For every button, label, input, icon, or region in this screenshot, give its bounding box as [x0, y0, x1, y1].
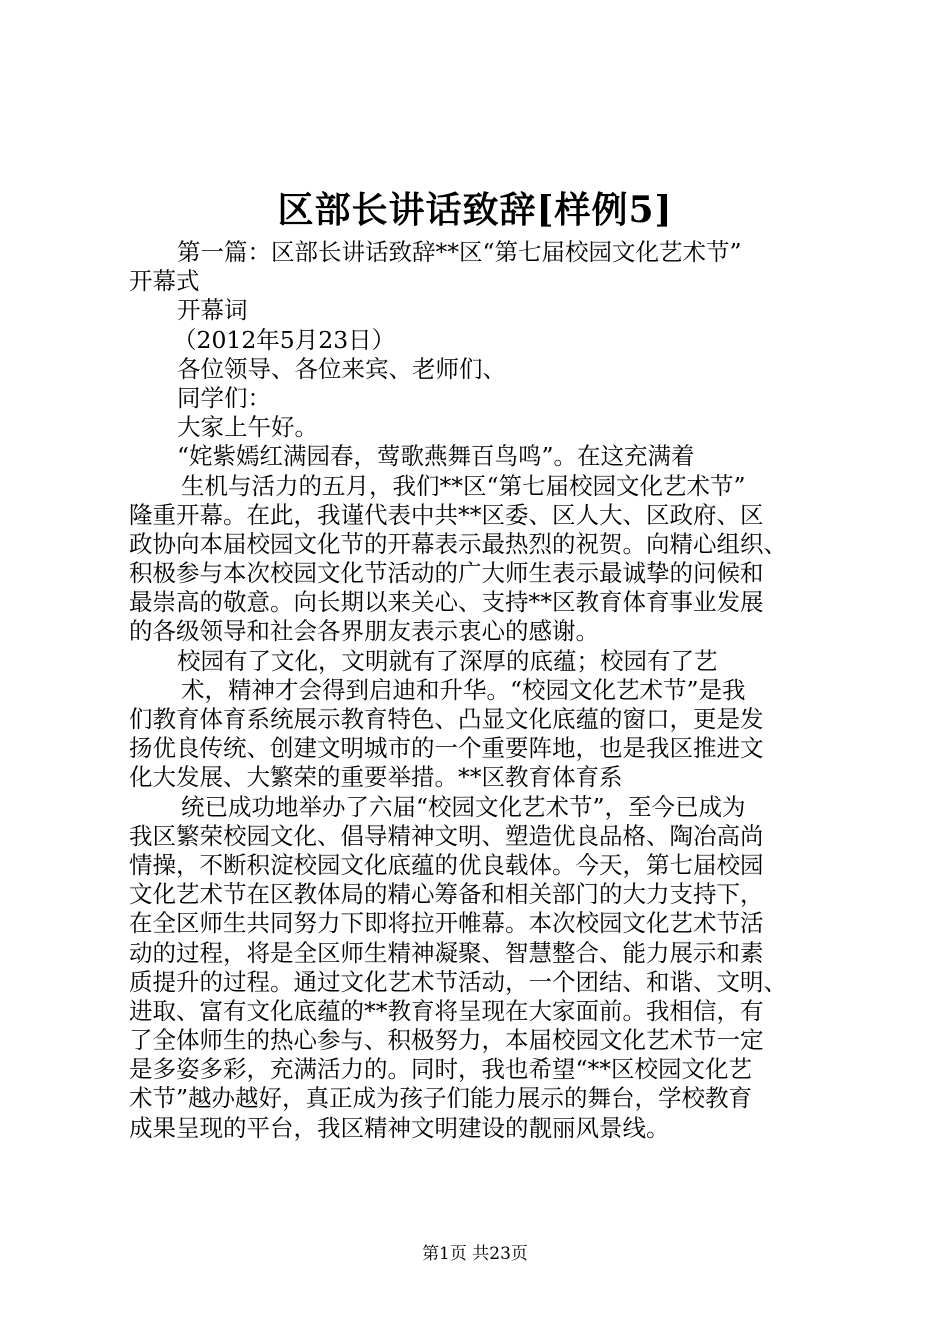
text-line: 开幕式 — [129, 267, 200, 296]
text-line: “姹紫嫣红满园春，莺歌燕舞百鸟鸣”。在这充满着 — [177, 442, 695, 471]
text-line: 成果呈现的平台，我区精神文明建设的靓丽风景线。 — [129, 1113, 670, 1142]
text-line: 政协向本届校园文化节的开幕表示最热烈的祝贺。向精心组织、 — [129, 529, 787, 558]
text-line: 术，精神才会得到启迪和升华。“校园文化艺术节”是我 — [181, 675, 746, 704]
text-line: 情操，不断积淀校园文化底蕴的优良载体。今天，第七届校园 — [129, 850, 764, 879]
page-footer: 第1页 共23页 — [422, 1244, 528, 1264]
text-line: 积极参与本次校园文化节活动的广大师生表示最诚挚的问候和 — [129, 559, 764, 588]
text-line: 质提升的过程。通过文化艺术节活动，一个团结、和谐、文明、 — [129, 967, 787, 996]
text-line: 统已成功地举办了六届“校园文化艺术节”，至今已成为 — [181, 792, 746, 821]
text-line: 们教育体育系统展示教育特色、凸显文化底蕴的窗口，更是发 — [129, 705, 764, 733]
text-line: 同学们： — [177, 383, 271, 412]
text-line: 生机与活力的五月，我们**区“第七届校园文化艺术节” — [181, 471, 746, 500]
text-line: 了全体师生的热心参与、积极努力，本届校园文化艺术节一定 — [129, 1026, 764, 1055]
text-line: 化大发展、大繁荣的重要举措。**区教育体育系 — [129, 763, 623, 792]
text-line: 各位领导、各位来宾、老师们、 — [177, 354, 506, 383]
text-line: 大家上午好。 — [177, 413, 318, 442]
text-line: 最崇高的敬意。向长期以来关心、支持**区教育体育事业发展 — [129, 588, 764, 617]
text-line: 隆重开幕。在此，我谨代表中共**区委、区人大、区政府、区 — [129, 500, 764, 529]
text-line: 校园有了文化，文明就有了深厚的底蕴；校园有了艺 — [177, 646, 718, 675]
text-line: 动的过程，将是全区师生精神凝聚、智慧整合、能力展示和素 — [129, 938, 764, 967]
text-line: 术节”越办越好，真正成为孩子们能力展示的舞台，学校教育 — [129, 1084, 753, 1113]
text-line: 开幕词 — [177, 296, 248, 325]
document-body — [129, 238, 829, 1143]
text-line: 的各级领导和社会各界朋友表示衷心的感谢。 — [129, 617, 599, 646]
text-line: 在全区师生共同努力下即将拉开帷幕。本次校园文化艺术节活 — [129, 909, 764, 938]
text-line: 第一篇：区部长讲话致辞**区“第七届校园文化艺术节” — [177, 238, 742, 266]
text-line: （2012年5月23日） — [173, 325, 396, 354]
text-line: 是多姿多彩，充满活力的。同时，我也希望“**区校园文化艺 — [129, 1055, 753, 1084]
text-line: 我区繁荣校园文化、倡导精神文明、塑造优良品格、陶冶高尚 — [129, 821, 764, 850]
document-title: 区部长讲话致辞[样例5] — [277, 189, 673, 231]
text-line: 进取、富有文化底蕴的**教育将呈现在大家面前。我相信，有 — [129, 996, 764, 1025]
text-line: 扬优良传统、创建文明城市的一个重要阵地，也是我区推进文 — [129, 734, 764, 763]
text-line: 文化艺术节在区教体局的精心筹备和相关部门的大力支持下， — [129, 880, 764, 909]
